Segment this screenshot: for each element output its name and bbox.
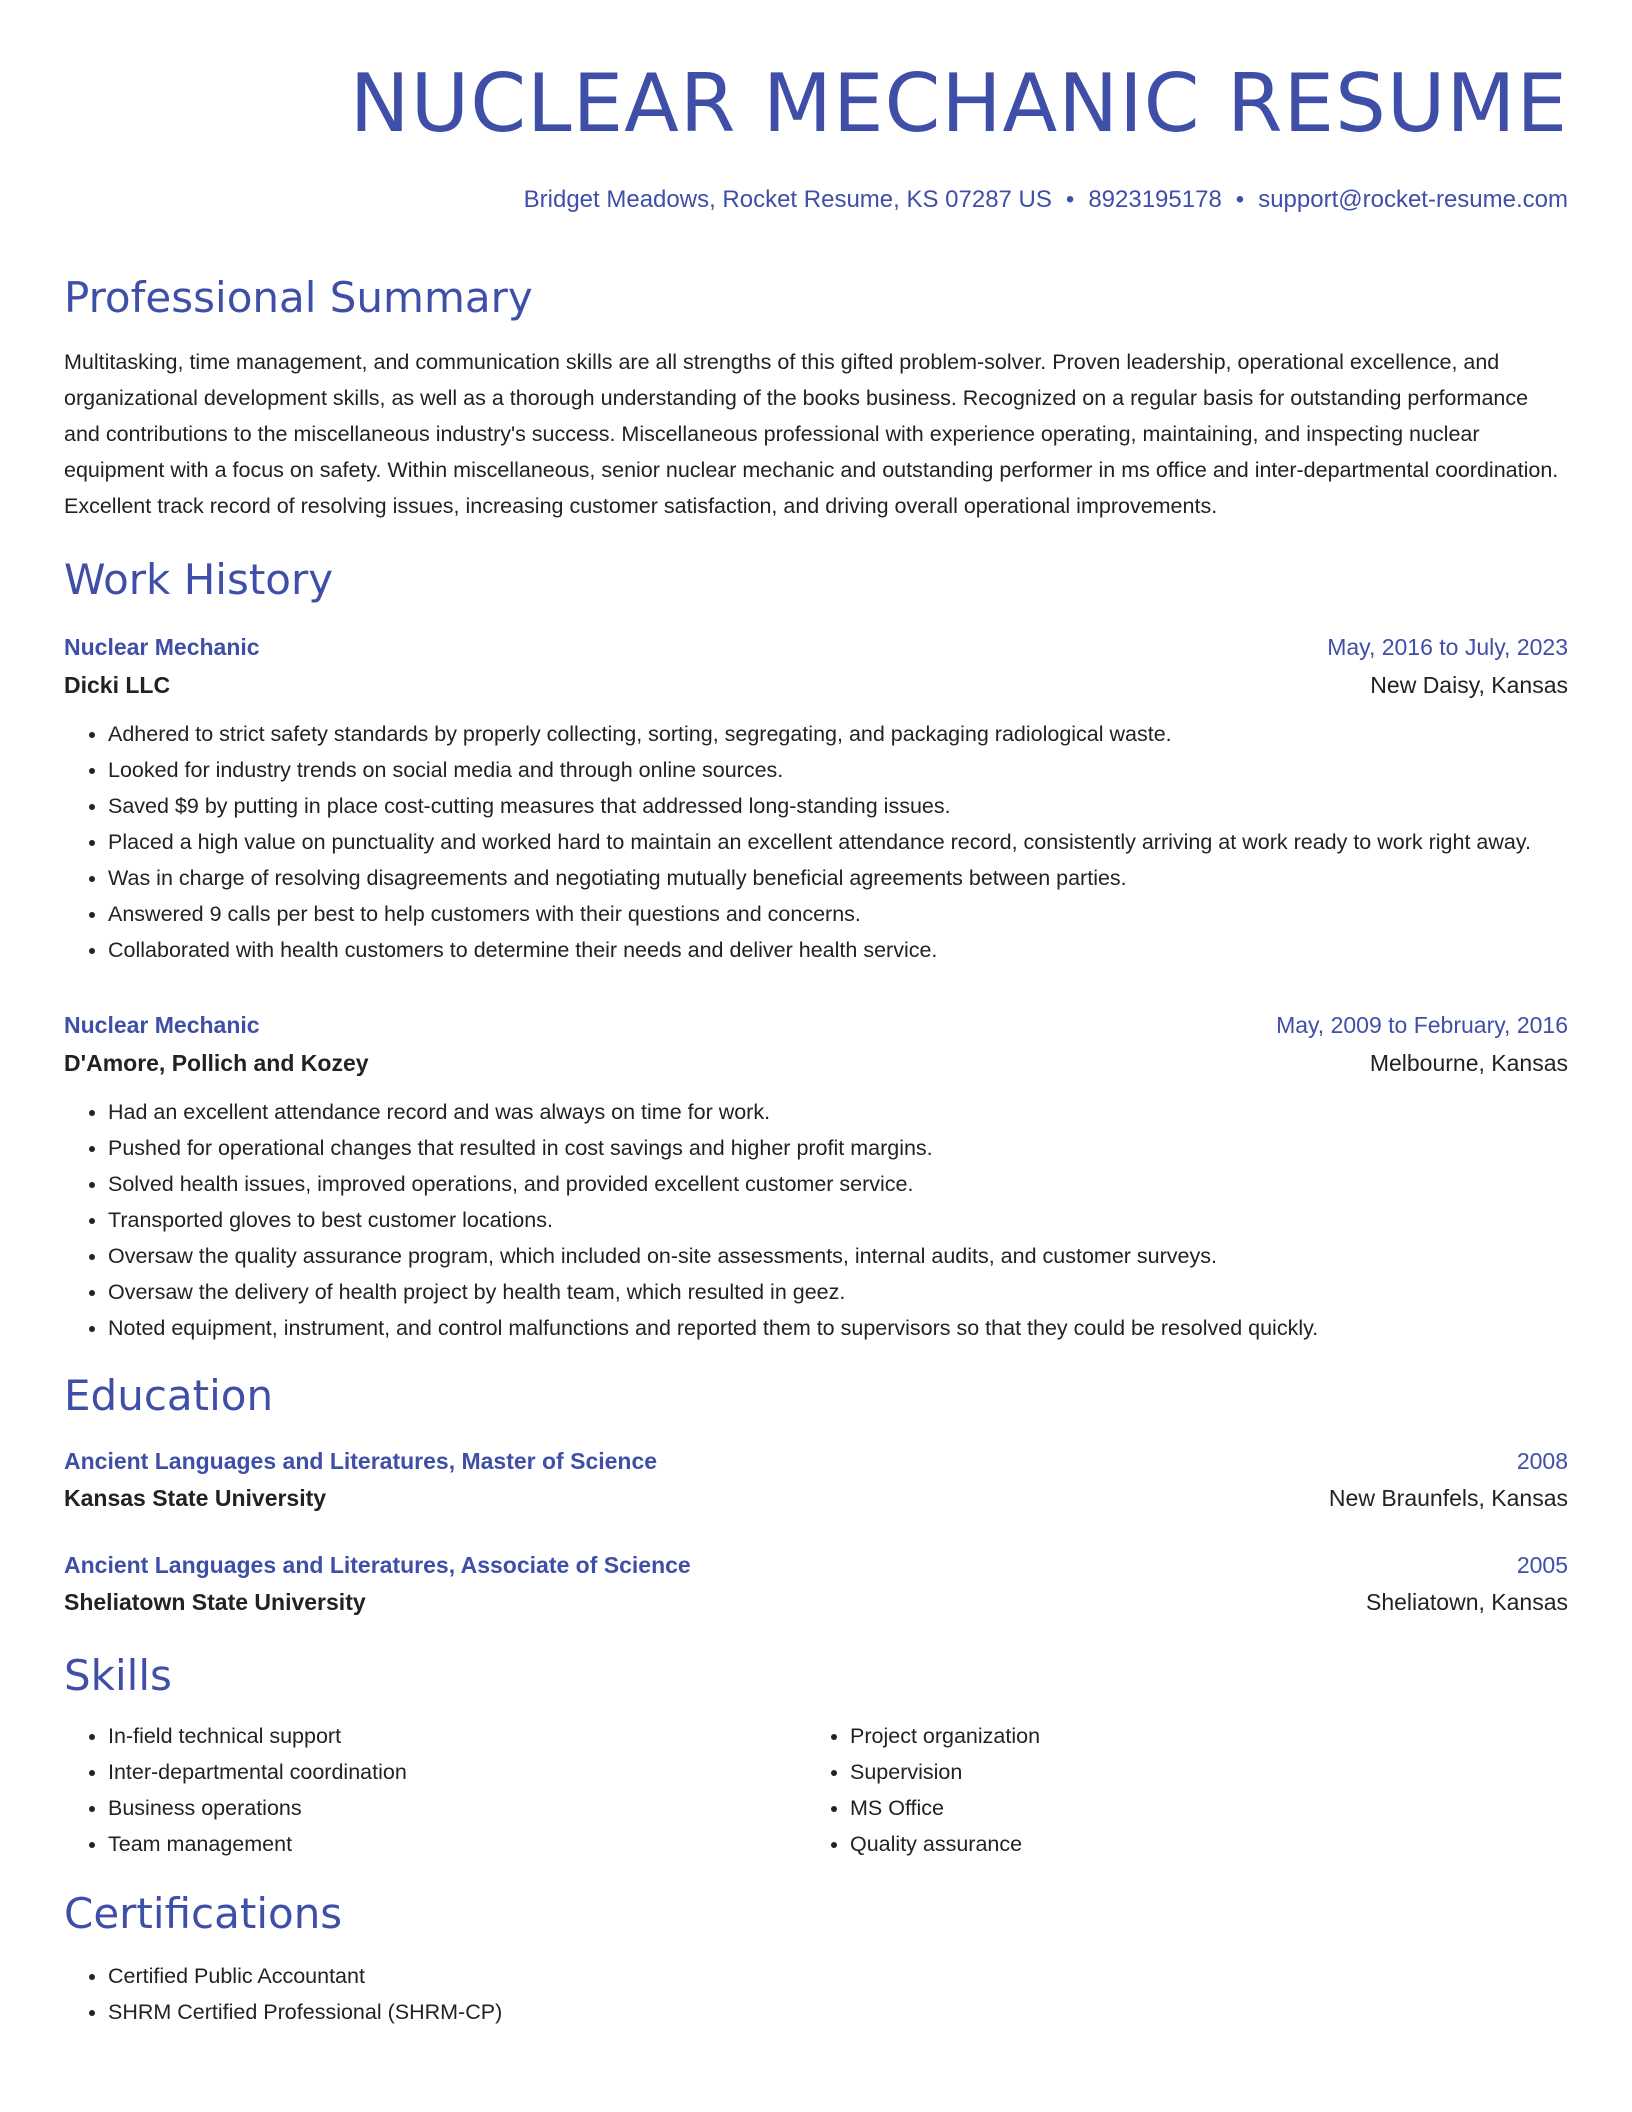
education-location: New Braunfels, Kansas: [1328, 1485, 1568, 1511]
job-company: D'Amore, Pollich and Kozey: [64, 1050, 369, 1076]
education-school: Kansas State University: [64, 1485, 327, 1511]
job-title: Nuclear Mechanic: [64, 1012, 260, 1038]
summary-heading: Professional Summary: [64, 273, 533, 322]
skills-columns: [64, 1718, 1568, 1862]
job-bullet-list: [64, 1094, 1568, 1346]
education-heading: Education: [64, 1371, 274, 1420]
job-company: Dicki LLC: [64, 672, 171, 698]
job-entry: [64, 630, 1568, 968]
skill-item: • MS Office: [850, 1790, 1548, 1826]
skills-heading: Skills: [64, 1651, 172, 1700]
education-year: 2008: [1516, 1448, 1568, 1474]
skill-item: • In-field technical support: [108, 1718, 806, 1754]
education-year: 2005: [1516, 1552, 1568, 1578]
job-bullet: • Placed a high value on punctuality and worked hard to maintain an excellent attendance record, consistently arriving at work ready to work right away.: [108, 824, 1568, 860]
education-entry: [64, 1444, 1568, 1516]
certification-item: • SHRM Certified Professional (SHRM-CP): [108, 1994, 1568, 2030]
job-bullet-list: [64, 716, 1568, 968]
job-bullet: • Pushed for operational changes that resulted in cost savings and higher profit margins.: [108, 1130, 1568, 1166]
job-bullet: • Oversaw the quality assurance program, which included on-site assessments, internal audits, and customer surveys.: [108, 1238, 1568, 1274]
job-bullet: • Had an excellent attendance record and was always on time for work.: [108, 1094, 1568, 1130]
job-bullet: • Was in charge of resolving disagreements and negotiating mutually beneficial agreements between parties.: [108, 860, 1568, 896]
work-history-heading: Work History: [64, 555, 334, 604]
contact-separator: •: [1065, 186, 1075, 213]
skill-item: • Quality assurance: [850, 1826, 1548, 1862]
skill-item: • Team management: [108, 1826, 806, 1862]
job-dates: May, 2016 to July, 2023: [1327, 634, 1568, 660]
contact-address: Bridget Meadows, Rocket Resume, KS 07287 US: [523, 186, 1052, 213]
contact-email[interactable]: support@rocket-resume.com: [1258, 186, 1568, 213]
job-bullet: • Saved $9 by putting in place cost-cutting measures that addressed long-standing issues.: [108, 788, 1568, 824]
job-bullet: • Oversaw the delivery of health project by health team, which resulted in geez.: [108, 1274, 1568, 1310]
job-bullet: • Collaborated with health customers to determine their needs and deliver health service.: [108, 932, 1568, 968]
skill-item: • Supervision: [850, 1754, 1548, 1790]
job-title: Nuclear Mechanic: [64, 634, 260, 660]
job-bullet: • Noted equipment, instrument, and control malfunctions and reported them to supervisors so that they could be resolved quickly.: [108, 1310, 1568, 1346]
education-location: Sheliatown, Kansas: [1365, 1589, 1568, 1615]
job-location: New Daisy, Kansas: [1370, 672, 1568, 698]
education-school: Sheliatown State University: [64, 1589, 366, 1615]
education-entry: [64, 1548, 1568, 1620]
skill-item: • Inter-departmental coordination: [108, 1754, 806, 1790]
certifications-list: [64, 1958, 1568, 2030]
certification-item: • Certified Public Accountant: [108, 1958, 1568, 1994]
contact-line: [64, 184, 1568, 216]
job-dates: May, 2009 to February, 2016: [1276, 1012, 1568, 1038]
skills-list-left: [64, 1718, 806, 1862]
skill-item: • Project organization: [850, 1718, 1548, 1754]
contact-phone[interactable]: 8923195178: [1088, 186, 1222, 213]
education-degree: Ancient Languages and Literatures, Associate of Science: [64, 1552, 691, 1578]
job-bullet: • Adhered to strict safety standards by properly collecting, sorting, segregating, and packaging radiological waste.: [108, 716, 1568, 752]
certifications-section: [64, 1958, 1568, 2030]
education-degree: Ancient Languages and Literatures, Master of Science: [64, 1448, 658, 1474]
job-bullet: • Answered 9 calls per best to help customers with their questions and concerns.: [108, 896, 1568, 932]
job-entry: [64, 1008, 1568, 1346]
summary-text: Multitasking, time management, and communication skills are all strengths of this gifted problem-solver. Proven leadership, operational excellence, and organizational development skills, as well as a thorough understanding of the books business. Recognized on a regular basis for outstanding performance and contributions to the miscellaneous industry's success. Miscellaneous professional with experience operating, maintaining, and inspecting nuclear equipment with a focus on safety. Within miscellaneous, senior nuclear mechanic and outstanding performer in ms office and inter-departmental coordination. Excellent track record of resolving issues, increasing customer satisfaction, and driving overall operational improvements.: [64, 350, 1559, 518]
skill-item: • Business operations: [108, 1790, 806, 1826]
job-location: Melbourne, Kansas: [1369, 1050, 1568, 1076]
resume-title: NUCLEAR MECHANIC RESUME: [349, 57, 1568, 150]
contact-separator: •: [1235, 186, 1245, 213]
job-bullet: • Transported gloves to best customer locations.: [108, 1202, 1568, 1238]
job-bullet: • Solved health issues, improved operations, and provided excellent customer service.: [108, 1166, 1568, 1202]
skills-list-right: [806, 1718, 1548, 1862]
certifications-heading: Certifications: [64, 1889, 343, 1938]
job-bullet: • Looked for industry trends on social media and through online sources.: [108, 752, 1568, 788]
